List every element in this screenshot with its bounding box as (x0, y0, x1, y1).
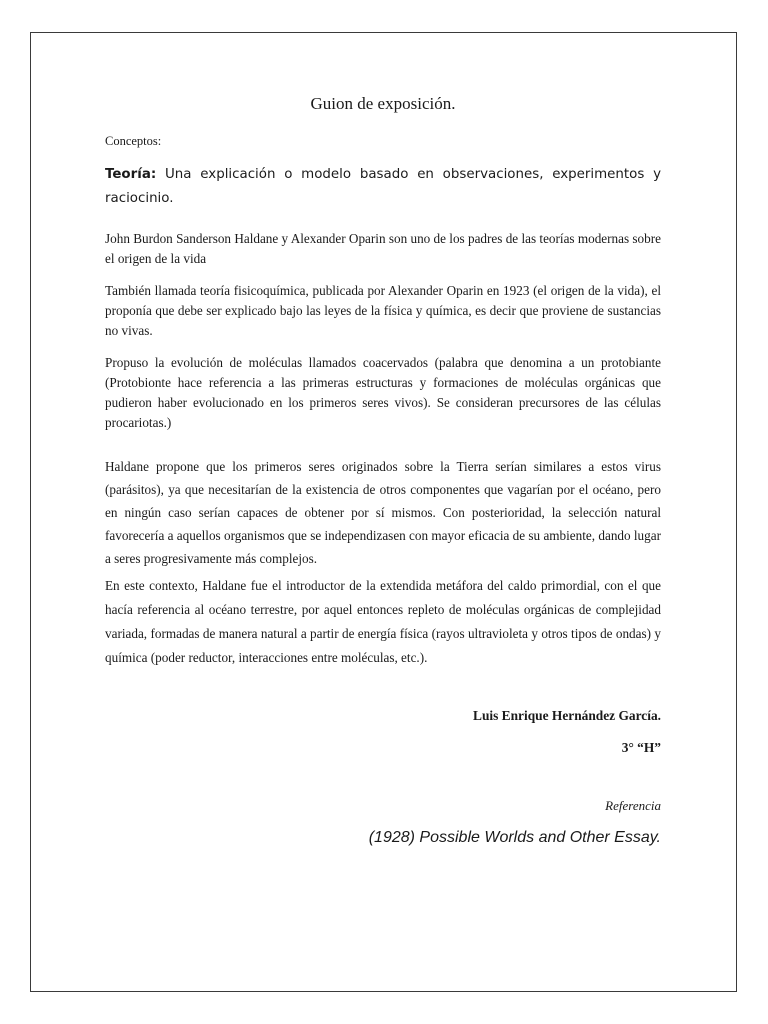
paragraph-primordial-soup: En este contexto, Haldane fue el introductor de la extendida metáfora del caldo primordial, con el que hacía referencia al océano terrestre, por aquel entonces repleto de moléculas orgánicas de complejidad variada, formadas de manera natural a partir de energía física (rayos ultravioleta y otros tipos de ondas) y química (poder reductor, interacciones entre moléculas, etc.). (105, 578, 661, 665)
paragraph-coacervates: Propuso la evolución de moléculas llamados coacervados (palabra que denomina a un protobiante (Protobionte hace referencia a las primeras estructuras y formaciones de moléculas orgánicas que pudieron haber evolucionado en los primeros seres vivos). Se consideran precursores de las células procariotas.) (105, 355, 661, 430)
document-title: Guion de exposición. (310, 94, 456, 113)
reference-text: (1928) Possible Worlds and Other Essay. (368, 829, 661, 846)
definition-paragraph (105, 163, 661, 211)
section-label: Conceptos: (105, 134, 162, 148)
grade-group: 3° “H” (621, 740, 661, 755)
paragraph-haldane-proposal: Haldane propone que los primeros seres originados sobre la Tierra serían similares a estos virus (parásitos), ya que necesitarían de la existencia de otros componentes que vagarían por el océano, pero en ningún caso serían capaces de obtener por sí mismos. Con posterioridad, la selección natural favorecería a aquellos organismos que se independizasen con mayor eficacia de su ambiente, dando lugar a seres progresivamente más complejos. (105, 459, 661, 566)
paragraph-authors: John Burdon Sanderson Haldane y Alexander Oparin son uno de los padres de las teorías modernas sobre el origen de la vida (105, 231, 661, 266)
paragraph-physicochemical-theory: También llamada teoría fisicoquímica, publicada por Alexander Oparin en 1923 (el origen de la vida), el proponía que debe ser explicado bajo las leyes de la física y química, es decir que proviene de sustancias no vivas. (105, 283, 661, 338)
document-page (30, 32, 737, 992)
reference-label: Referencia (605, 798, 661, 813)
definition-term: Teoría: (105, 167, 157, 182)
author-name: Luis Enrique Hernández García. (473, 708, 661, 723)
definition-text: Una explicación o modelo basado en observaciones, experimentos y raciocinio. (105, 167, 661, 206)
